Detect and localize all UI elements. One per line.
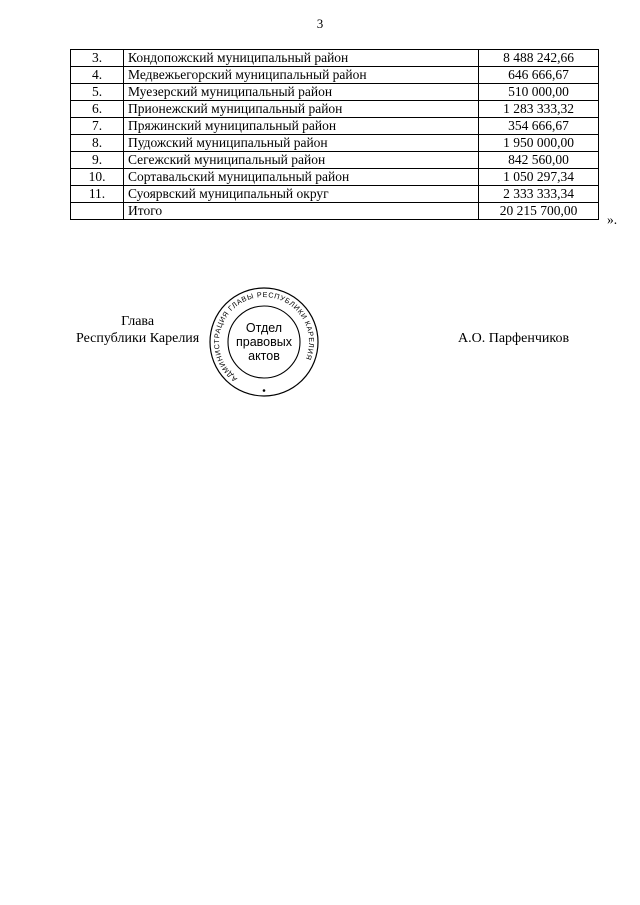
district-amount: 354 666,67 [479, 118, 599, 135]
row-number: 3. [71, 50, 124, 67]
stamp-dot [263, 389, 266, 392]
district-amount: 1 050 297,34 [479, 169, 599, 186]
districts-table [70, 49, 599, 220]
row-number: 9. [71, 152, 124, 169]
table-row [71, 135, 599, 152]
district-amount: 646 666,67 [479, 67, 599, 84]
signatory-title-line2: Республики Карелия [76, 331, 200, 346]
district-amount: 842 560,00 [479, 152, 599, 169]
district-amount: 2 333 333,34 [479, 186, 599, 203]
district-name: Муезерский муниципальный район [124, 84, 479, 101]
signatory-name: А.О. Парфенчиков [458, 331, 570, 346]
row-number: 5. [71, 84, 124, 101]
table-row [71, 118, 599, 135]
district-name: Сегежский муниципальный район [124, 152, 479, 169]
closing-quote: ». [607, 212, 618, 227]
table-row [71, 101, 599, 118]
stamp-line1: Отдел [245, 321, 283, 335]
row-number: 11. [71, 186, 124, 203]
district-name: Суоярвский муниципальный округ [124, 186, 479, 203]
table-row [71, 67, 599, 84]
page-number: 3 [316, 16, 324, 31]
total-label: Итого [124, 203, 479, 220]
row-number: 6. [71, 101, 124, 118]
table-row [71, 152, 599, 169]
table-total-row [71, 203, 599, 220]
district-name: Пряжинский муниципальный район [124, 118, 479, 135]
row-number: 4. [71, 67, 124, 84]
stamp-line2: правовых [236, 335, 292, 349]
district-name: Медвежьегорский муниципальный район [124, 67, 479, 84]
stamp-ring-text: АДМИНИСТРАЦИЯ ГЛАВЫ РЕСПУБЛИКИ КАРЕЛИЯ [211, 289, 317, 384]
district-name: Сортавальский муниципальный район [124, 169, 479, 186]
signatory-title-line1: Глава [121, 314, 155, 329]
stamp-line3: актов [248, 349, 280, 363]
district-amount: 1 283 333,32 [479, 101, 599, 118]
table-row [71, 169, 599, 186]
district-amount: 510 000,00 [479, 84, 599, 101]
legal-department-stamp [203, 286, 325, 398]
districts-table-wrapper [70, 49, 599, 220]
signatory-title [76, 313, 199, 347]
total-row-number [71, 203, 124, 220]
table-row [71, 186, 599, 203]
district-name: Прионежский муниципальный район [124, 101, 479, 118]
district-amount: 8 488 242,66 [479, 50, 599, 67]
table-row [71, 84, 599, 101]
table-row [71, 50, 599, 67]
row-number: 8. [71, 135, 124, 152]
row-number: 7. [71, 118, 124, 135]
total-amount: 20 215 700,00 [479, 203, 599, 220]
district-name: Кондопожский муниципальный район [124, 50, 479, 67]
district-amount: 1 950 000,00 [479, 135, 599, 152]
district-name: Пудожский муниципальный район [124, 135, 479, 152]
row-number: 10. [71, 169, 124, 186]
